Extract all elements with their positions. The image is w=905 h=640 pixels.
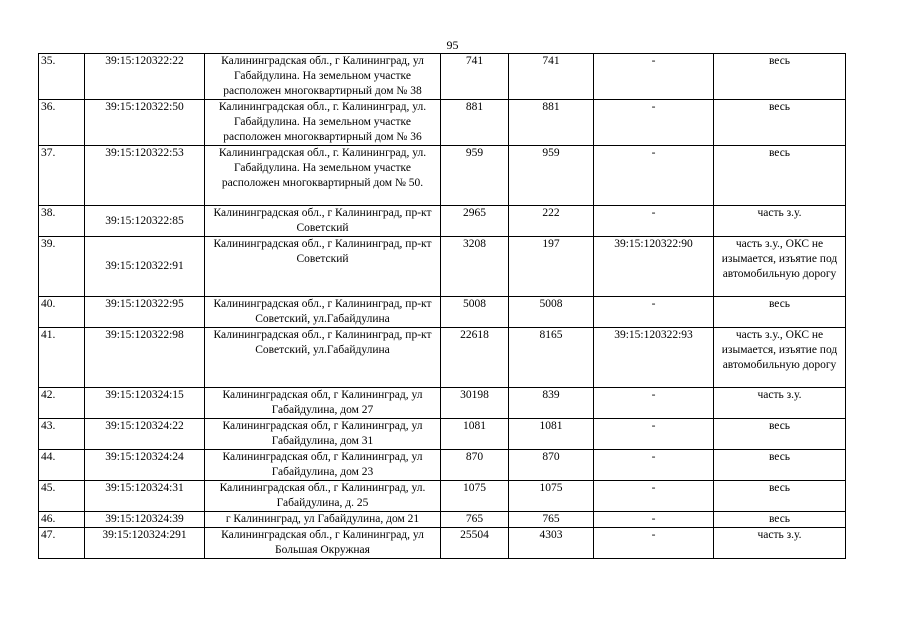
linked-object: -	[594, 100, 714, 146]
cadastral-number: 39:15:120324:39	[85, 512, 205, 528]
cadastral-number: 39:15:120322:98	[85, 328, 205, 388]
seizure-part: весь	[714, 450, 846, 481]
area-total: 741	[441, 54, 509, 100]
table-row	[39, 237, 846, 297]
area-seized: 222	[509, 206, 594, 237]
area-seized: 8165	[509, 328, 594, 388]
table-row	[39, 528, 846, 559]
seizure-part: весь	[714, 100, 846, 146]
cadastral-number: 39:15:120322:91	[85, 237, 205, 297]
seizure-part: весь	[714, 297, 846, 328]
seizure-part: часть з.у., ОКС не изымается, изъятие под автомобильную дорогу	[714, 328, 846, 388]
area-seized: 4303	[509, 528, 594, 559]
cadastral-number: 39:15:120322:85	[85, 206, 205, 237]
area-seized: 870	[509, 450, 594, 481]
table-row	[39, 512, 846, 528]
cadastral-number: 39:15:120322:22	[85, 54, 205, 100]
cadastral-number: 39:15:120322:95	[85, 297, 205, 328]
area-seized: 881	[509, 100, 594, 146]
area-total: 765	[441, 512, 509, 528]
address: Калининградская обл, г Калининград, ул Габайдулина, дом 27	[205, 388, 441, 419]
linked-object: 39:15:120322:93	[594, 328, 714, 388]
row-number: 45.	[39, 481, 85, 512]
row-number: 42.	[39, 388, 85, 419]
area-seized: 959	[509, 146, 594, 206]
seizure-part: часть з.у.	[714, 528, 846, 559]
seizure-part: весь	[714, 419, 846, 450]
linked-object: -	[594, 146, 714, 206]
seizure-part: весь	[714, 54, 846, 100]
row-number: 44.	[39, 450, 85, 481]
linked-object: -	[594, 450, 714, 481]
table-row	[39, 206, 846, 237]
table-row	[39, 450, 846, 481]
area-total: 881	[441, 100, 509, 146]
table-row	[39, 481, 846, 512]
address: Калининградская обл., г Калининград, пр-кт Советский	[205, 206, 441, 237]
seizure-part: часть з.у.	[714, 388, 846, 419]
area-total: 30198	[441, 388, 509, 419]
cadastral-number: 39:15:120324:22	[85, 419, 205, 450]
area-total: 2965	[441, 206, 509, 237]
area-total: 1081	[441, 419, 509, 450]
row-number: 37.	[39, 146, 85, 206]
table-row	[39, 54, 846, 100]
area-seized: 839	[509, 388, 594, 419]
address: Калининградская обл., г Калининград, ул Большая Окружная	[205, 528, 441, 559]
linked-object: -	[594, 54, 714, 100]
row-number: 38.	[39, 206, 85, 237]
row-number: 43.	[39, 419, 85, 450]
area-seized: 741	[509, 54, 594, 100]
area-seized: 5008	[509, 297, 594, 328]
cadastral-number: 39:15:120324:15	[85, 388, 205, 419]
table-row	[39, 100, 846, 146]
page-number: 95	[446, 38, 459, 52]
linked-object: -	[594, 206, 714, 237]
area-seized: 1075	[509, 481, 594, 512]
row-number: 36.	[39, 100, 85, 146]
linked-object: 39:15:120322:90	[594, 237, 714, 297]
seizure-part: весь	[714, 481, 846, 512]
address: Калининградская обл., г Калининград, пр-кт Советский, ул.Габайдулина	[205, 328, 441, 388]
area-total: 25504	[441, 528, 509, 559]
seizure-part: часть з.у.	[714, 206, 846, 237]
area-total: 870	[441, 450, 509, 481]
table-row	[39, 328, 846, 388]
seizure-part: весь	[714, 512, 846, 528]
area-seized: 1081	[509, 419, 594, 450]
seizure-part: весь	[714, 146, 846, 206]
area-total: 22618	[441, 328, 509, 388]
row-number: 46.	[39, 512, 85, 528]
cadastral-number: 39:15:120324:24	[85, 450, 205, 481]
linked-object: -	[594, 528, 714, 559]
cadastral-number: 39:15:120322:53	[85, 146, 205, 206]
row-number: 39.	[39, 237, 85, 297]
linked-object: -	[594, 512, 714, 528]
table-row	[39, 146, 846, 206]
linked-object: -	[594, 388, 714, 419]
address: Калининградская обл., г. Калининград, ул. Габайдулина. На земельном участке расположен многоквартирный дом № 36	[205, 100, 441, 146]
row-number: 40.	[39, 297, 85, 328]
address: Калининградская обл., г. Калининград, ул. Габайдулина. На земельном участке расположен многоквартирный дом № 50.	[205, 146, 441, 206]
address: Калининградская обл., г Калининград, ул Габайдулина. На земельном участке расположен многоквартирный дом № 38	[205, 54, 441, 100]
row-number: 47.	[39, 528, 85, 559]
land-plots-table	[38, 53, 846, 559]
row-number: 35.	[39, 54, 85, 100]
address: Калининградская обл, г Калининград, ул Габайдулина, дом 31	[205, 419, 441, 450]
address: Калининградская обл., г Калининград, пр-кт Советский	[205, 237, 441, 297]
area-seized: 197	[509, 237, 594, 297]
address: Калининградская обл, г Калининград, ул Габайдулина, дом 23	[205, 450, 441, 481]
area-total: 1075	[441, 481, 509, 512]
cadastral-number: 39:15:120324:291	[85, 528, 205, 559]
linked-object: -	[594, 481, 714, 512]
table-row	[39, 388, 846, 419]
address: Калининградская обл., г Калининград, ул. Габайдулина, д. 25	[205, 481, 441, 512]
cadastral-number: 39:15:120324:31	[85, 481, 205, 512]
area-total: 3208	[441, 237, 509, 297]
row-number: 41.	[39, 328, 85, 388]
linked-object: -	[594, 419, 714, 450]
table-row	[39, 419, 846, 450]
table-row	[39, 297, 846, 328]
address: г Калининград, ул Габайдулина, дом 21	[205, 512, 441, 528]
area-seized: 765	[509, 512, 594, 528]
area-total: 959	[441, 146, 509, 206]
cadastral-number: 39:15:120322:50	[85, 100, 205, 146]
seizure-part: часть з.у., ОКС не изымается, изъятие под автомобильную дорогу	[714, 237, 846, 297]
area-total: 5008	[441, 297, 509, 328]
address: Калининградская обл., г Калининград, пр-кт Советский, ул.Габайдулина	[205, 297, 441, 328]
linked-object: -	[594, 297, 714, 328]
